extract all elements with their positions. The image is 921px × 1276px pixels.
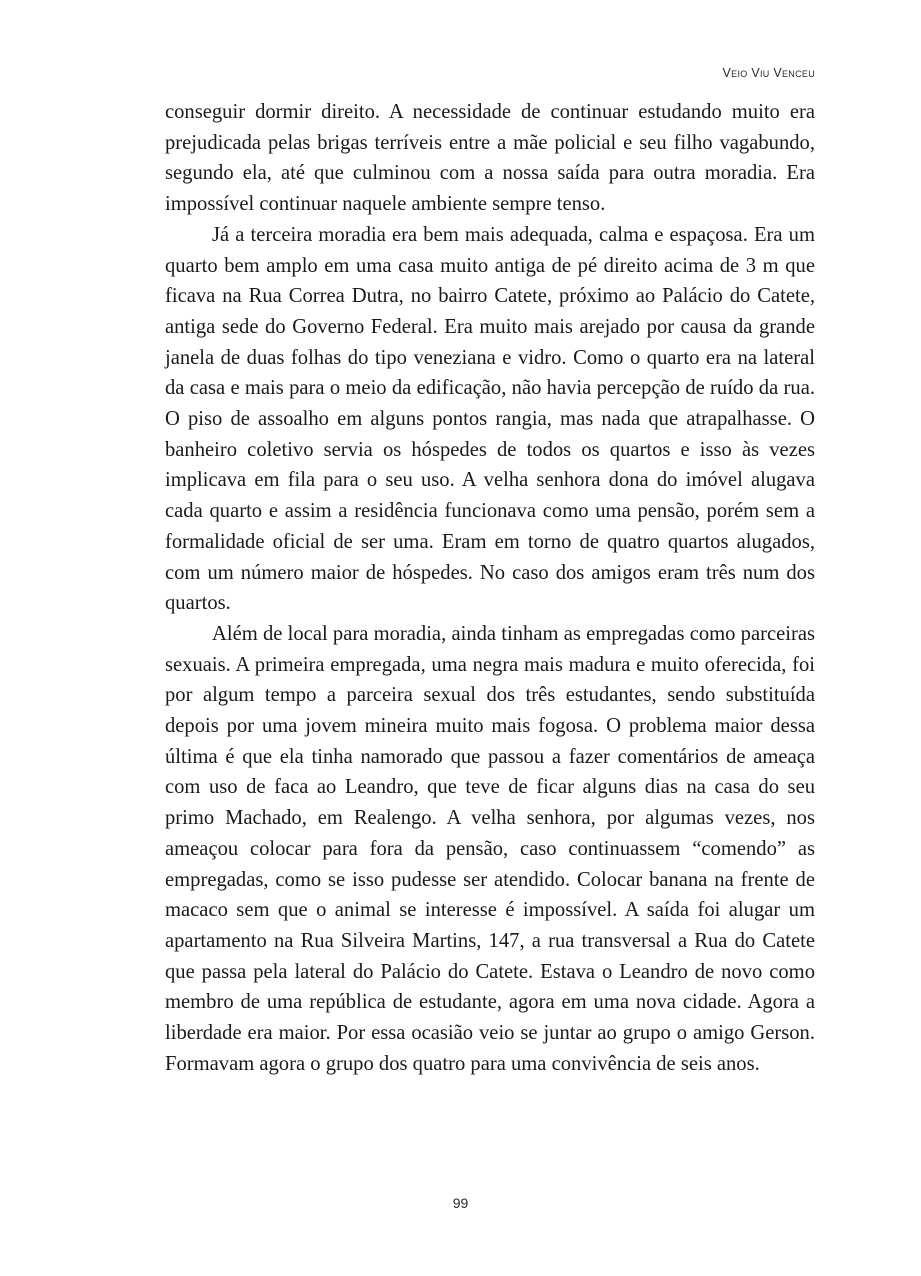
text-body xyxy=(165,97,815,1080)
paragraph-3: Além de local para moradia, ainda tinham as empregadas como parceiras sexuais. A primeira empregada, uma negra mais madura e muito oferecida, foi por algum tempo a parceira sexual dos três estudantes, sendo substituída depois por uma jovem mineira muito mais fogosa. O problema maior dessa última é que ela tinha namorado que passou a fazer comentários de ameaça com uso de faca ao Leandro, que teve de ficar alguns dias na casa do seu primo Machado, em Realengo. A velha senhora, por algumas vezes, nos ameaçou colocar para fora da pensão, caso continuassem “comendo” as empregadas, como se isso pudesse ser atendido. Colocar banana na frente de macaco sem que o animal se interesse é impossível. A saída foi alugar um apartamento na Rua Silveira Martins, 147, a rua transversal a Rua do Catete que passa pela lateral do Palácio do Catete. Estava o Leandro de novo como membro de uma república de estudante, agora em uma nova cidade. Agora a liberdade era maior. Por essa ocasião veio se juntar ao grupo o amigo Gerson. Formavam agora o grupo dos quatro para uma convivência de seis anos. xyxy=(165,622,815,1075)
paragraph-2: Já a terceira moradia era bem mais adequada, calma e espaçosa. Era um quarto bem amplo em uma casa muito antiga de pé direito acima de 3 m que ficava na Rua Correa Dutra, no bairro Catete, próximo ao Palácio do Catete, antiga sede do Governo Federal. Era muito mais arejado por causa da grande janela de duas folhas do tipo veneziana e vidro. Como o quarto era na lateral da casa e mais para o meio da edificação, não havia percepção de ruído da rua. O piso de assoalho em alguns pontos rangia, mas nada que atrapalhasse. O banheiro coletivo servia os hóspedes de todos os quartos e isso às vezes implicava em fila para o seu uso. A velha senhora dona do imóvel alugava cada quarto e assim a residência funcionava como uma pensão, porém sem a formalidade oficial de ser uma. Eram em torno de quatro quartos alugados, com um número maior de hóspedes. No caso dos amigos eram três num dos quartos. xyxy=(165,223,815,615)
paragraph-1: conseguir dormir direito. A necessidade de continuar estudando muito era prejudicada pelas brigas terríveis entre a mãe policial e seu filho vagabundo, segundo ela, até que culminou com a nossa saída para outra moradia. Era impossível continuar naquele ambiente sempre tenso. xyxy=(165,101,815,216)
page-number: 99 xyxy=(452,1195,469,1211)
running-header: Veio Viu Venceu xyxy=(722,66,815,80)
